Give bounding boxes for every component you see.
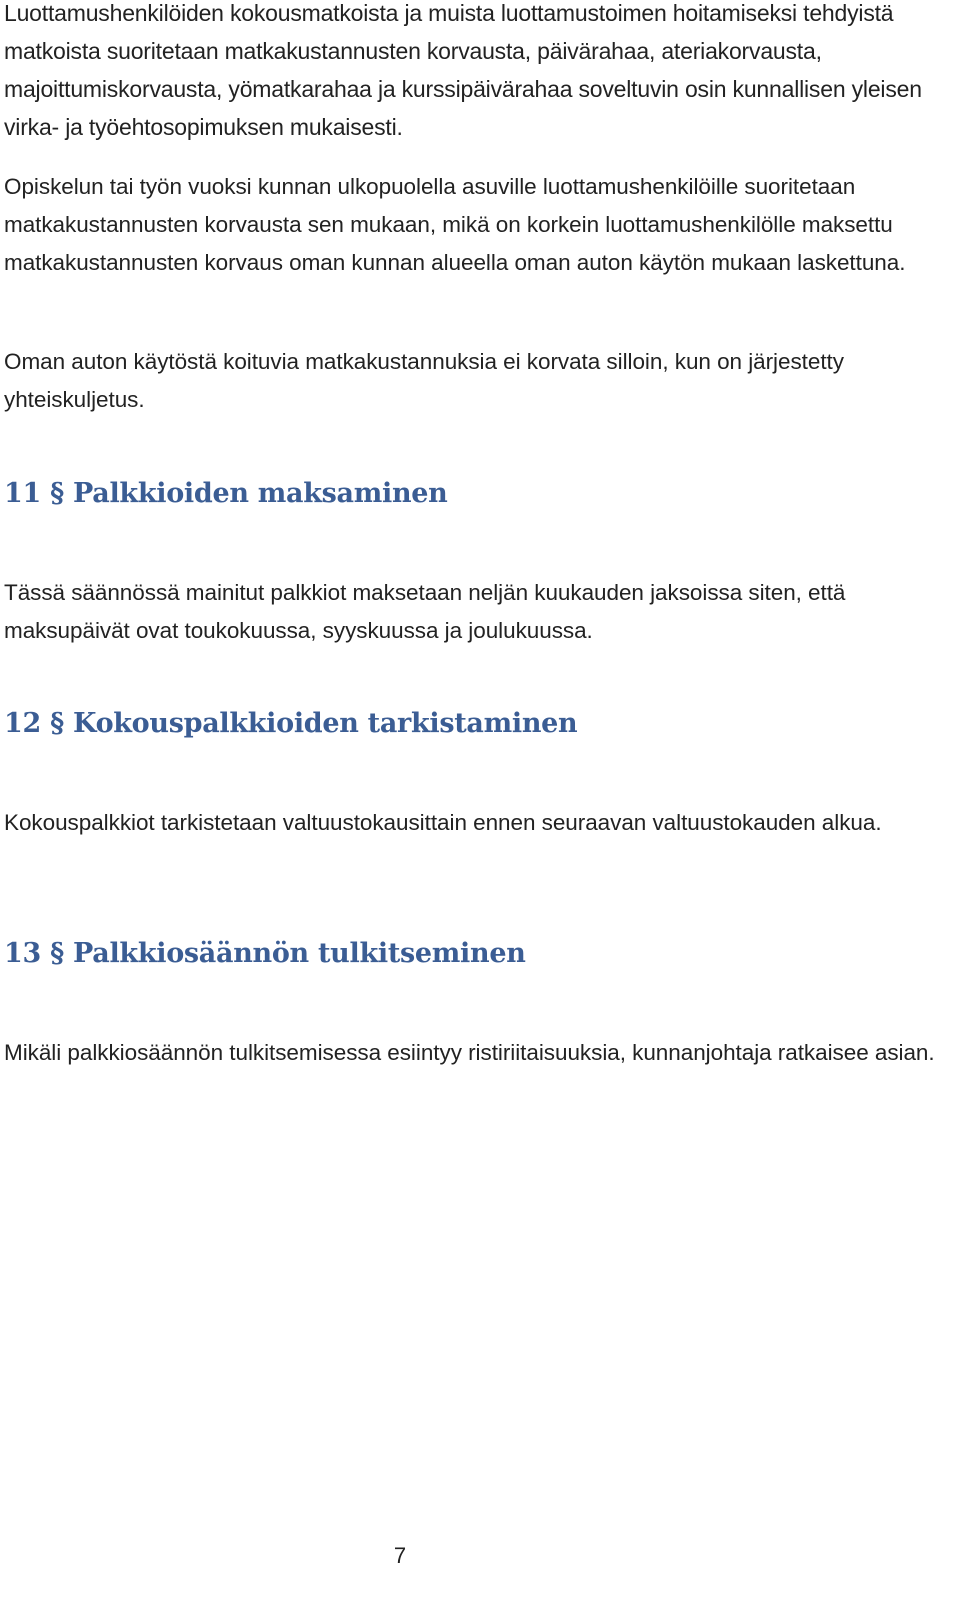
study-work-paragraph: Opiskelun tai työn vuoksi kunnan ulkopuolella asuville luottamushenkilöille suoritetaan matkakustannusten korvausta sen mukaan, mikä on korkein luottamushenkilölle maksettu matkakustannusten korvaus oman kunnan alueella oman auton käytön mukaan laskettuna. (4, 174, 906, 275)
section-11-body: Tässä säännössä mainitut palkkiot maksetaan neljän kuukauden jaksoissa siten, että maksupäivät ovat toukokuussa, syyskuussa ja joulukuussa. (4, 580, 846, 643)
own-car-paragraph: Oman auton käytöstä koituvia matkakustannuksia ei korvata silloin, kun on järjestetty yhteiskuljetus. (4, 349, 844, 412)
section-13-body: Mikäli palkkiosäännön tulkitsemisessa esiintyy ristiriitaisuuksia, kunnanjohtaja ratkaisee asian. (4, 1040, 935, 1065)
section-13-heading: 13 § Palkkiosäännön tulkitseminen (4, 938, 526, 969)
section-12-body: Kokouspalkkiot tarkistetaan valtuustokausittain ennen seuraavan valtuustokauden alkua. (4, 810, 882, 835)
page-number: 7 (393, 1543, 407, 1568)
section-11-heading: 11 § Palkkioiden maksaminen (4, 478, 448, 509)
section-12-heading: 12 § Kokouspalkkioiden tarkistaminen (4, 708, 578, 739)
intro-paragraph: Luottamushenkilöiden kokousmatkoista ja muista luottamustoimen hoitamiseksi tehdyistä matkoista suoritetaan matkakustannusten korvausta, päivärahaa, ateriakorvausta, majoittumiskorvausta, yömatkarahaa ja kurssipäivärahaa soveltuvin osin kunnallisen yleisen virka- ja työehtosopimuksen mukaisesti. (4, 0, 922, 140)
